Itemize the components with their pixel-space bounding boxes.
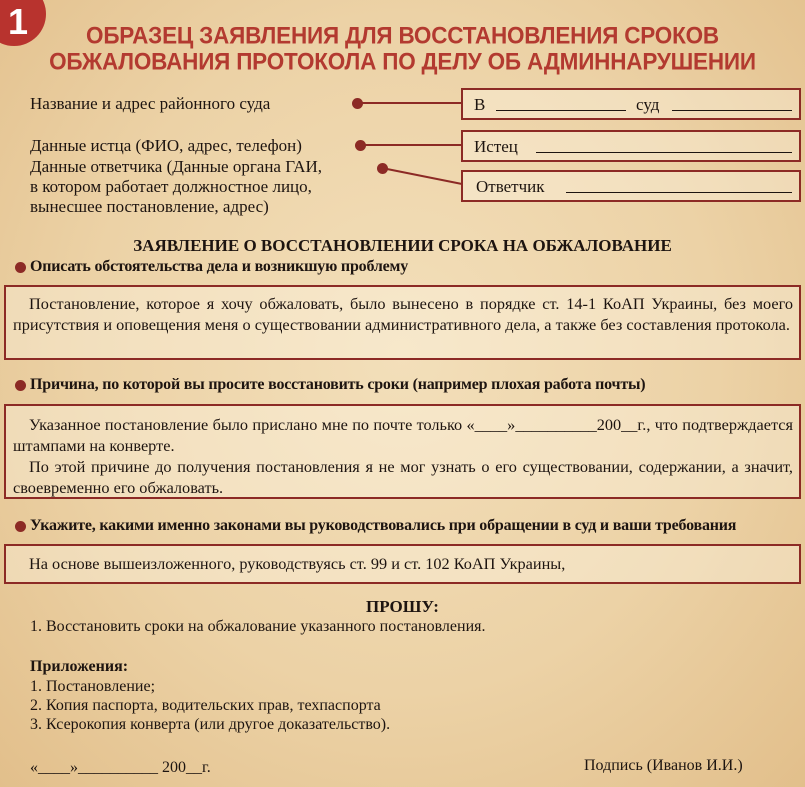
- section-1-text: Постановление, которое я хочу обжаловать, было вынесено в порядке ст. 14-1 КоАП Украины, без моего присутствия и оповещения меня о существовании административного дела, а также без составления протокола.: [13, 294, 793, 334]
- statement-title: ЗАЯВЛЕНИЕ О ВОССТАНОВЛЕНИИ СРОКА НА ОБЖАЛОВАНИЕ: [133, 236, 672, 255]
- attachment-item: 1. Постановление;: [30, 678, 156, 695]
- plaintiff-box-label: Истец: [474, 137, 518, 156]
- document-title-line-1: ОБРАЗЕЦ ЗАЯВЛЕНИЯ ДЛЯ ВОССТАНОВЛЕНИЯ СРОКОВ: [86, 21, 719, 49]
- footer-signature: Подпись (Иванов И.И.): [584, 757, 743, 774]
- section-2-heading: Причина, по которой вы просите восстановить сроки (например плохая работа почты): [30, 376, 646, 393]
- section-1-bullet: [15, 262, 26, 273]
- section-3-bullet: [15, 521, 26, 532]
- request-title: ПРОШУ:: [366, 597, 439, 616]
- attachment-item: 2. Копия паспорта, водительских прав, техпаспорта: [30, 697, 381, 714]
- attachment-item: 3. Ксерокопия конверта (или другое доказательство).: [30, 716, 391, 733]
- court-field-box: [461, 88, 801, 120]
- section-1-heading: Описать обстоятельства дела и возникшую проблему: [30, 258, 409, 275]
- step-number: 1: [8, 1, 29, 42]
- defendant-label-line-1: Данные ответчика (Данные органа ГАИ,: [30, 157, 323, 176]
- defendant-connector-line: [380, 162, 464, 188]
- document-title-line-2: ОБЖАЛОВАНИЯ ПРОТОКОЛА ПО ДЕЛУ ОБ АДМИННАРУШЕНИИ: [49, 47, 756, 75]
- section-2-bullet: [15, 380, 26, 391]
- section-2-text-1: Указанное постановление было прислано мне по почте только «____»__________200__г., что подтверждается штампами на конверте.: [13, 415, 793, 455]
- defendant-box-label: Ответчик: [476, 177, 545, 196]
- plaintiff-connector-line: [360, 144, 462, 146]
- defendant-label-line-2: в котором работает должностное лицо,: [30, 177, 312, 196]
- defendant-blank: [566, 192, 792, 193]
- court-address-blank: [672, 110, 792, 111]
- section-3-text: На основе вышеизложенного, руководствуясь ст. 99 и ст. 102 КоАП Украины,: [29, 554, 566, 573]
- court-box-suffix: суд: [636, 95, 660, 114]
- attachments-title: Приложения:: [30, 658, 129, 675]
- court-box-prefix: В: [474, 95, 486, 114]
- court-name-blank: [496, 110, 626, 111]
- request-item: 1. Восстановить сроки на обжалование указанного постановления.: [30, 618, 486, 635]
- footer-date: «____»__________ 200__г.: [30, 759, 211, 776]
- section-3-heading: Укажите, какими именно законами вы руководствовались при обращении в суд и ваши требования: [30, 517, 737, 534]
- plaintiff-label: Данные истца (ФИО, адрес, телефон): [30, 136, 302, 155]
- court-label: Название и адрес районного суда: [30, 94, 271, 113]
- court-connector-line: [357, 102, 462, 104]
- section-2-text-2: По этой причине до получения постановления я не мог узнать о его существовании, содержании, а значит, своевременно его обжаловать.: [13, 457, 793, 497]
- plaintiff-blank: [536, 152, 792, 153]
- defendant-label-line-3: вынесшее постановление, адрес): [30, 197, 269, 216]
